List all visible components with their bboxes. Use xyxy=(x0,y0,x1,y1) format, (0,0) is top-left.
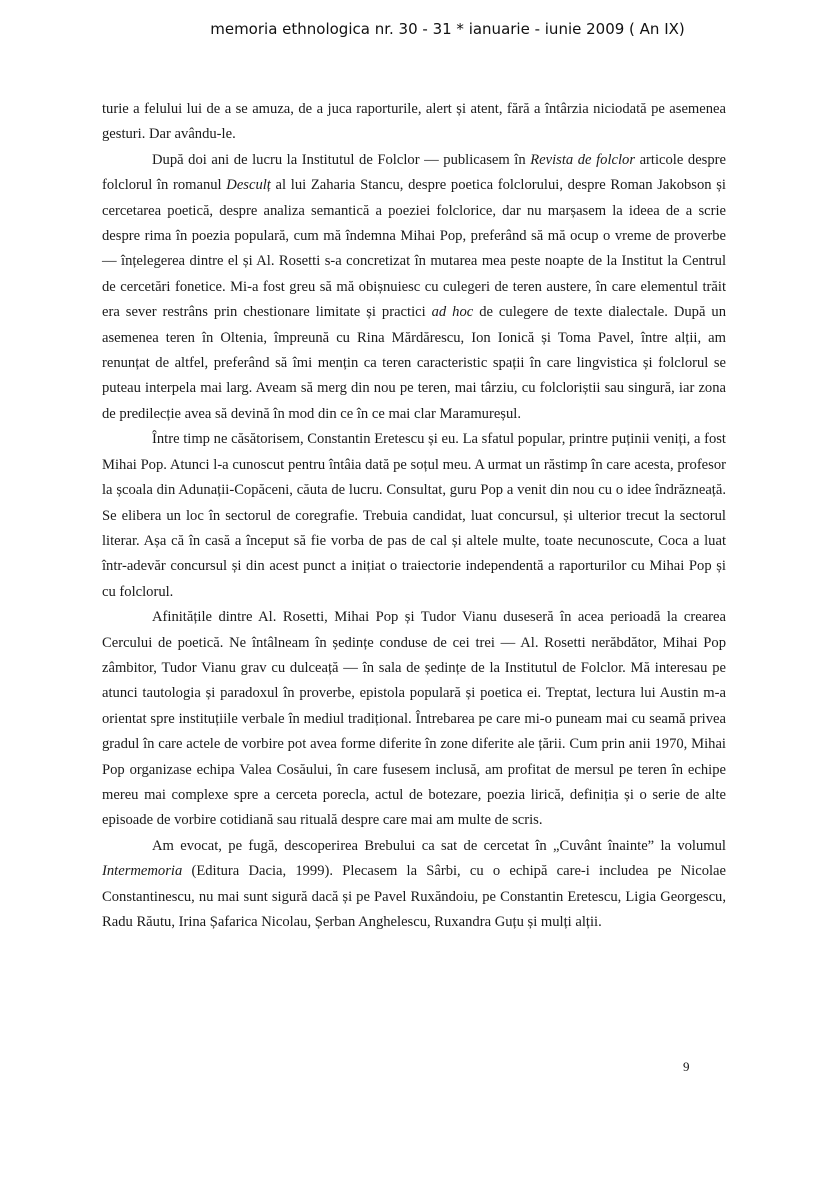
paragraph-2-text-e: al lui Zaharia Stancu, despre poetica folclorului, despre Roman Jakobson și cercetarea poetică, despre analiza semantică a poeziei folclorice, dar nu marșasem la ideea de a scrie despre rima în poezia populară, cum mă îndemna Mihai Pop, preferând să mă ocup o vreme de proverbe — înțelegerea dintre el și Al. Rosetti s-a concretizat în mutarea mea peste noapte de la Institut la Centrul de cercetări fonetice. Mi-a fost greu să mă obișnuiesc cu culegeri de teren austere, în care elementul trăit era sever restrâns prin chestionare limitate și practici xyxy=(102,177,726,321)
paragraph-2-text-c: articole despre folclorul în romanul xyxy=(102,151,726,194)
paragraph-1-text: turie a felului lui de a se amuza, de a juca raporturile, alert și atent, fără a întârzia niciodată pe asemenea gesturi. Dar avându-le. xyxy=(102,101,726,143)
paragraph-3-text: Între timp ne căsătorisem, Constantin Eretescu și eu. La sfatul popular, printre puținii veniți, a fost Mihai Pop. Atunci l-a cunoscut pentru întâia dată pe soțul meu. A urmat un răstimp în care acesta, profesor la școala din Adunații-Copăceni, căuta de lucru. Consultat, guru Pop a venit din nou cu o idee îndrăzneață. Se elibera un loc în sectorul de coregrafie. Trebuia candidat, luat concursul, și ulterior trecut la sectorul literar. Așa că în casă a început să fie vorba de pas de cal și altele multe, toate necunoscute, Coca a luat într-adevăr concursul și din acest punct a inițiat o traiectorie independentă a raporturilor cu Mihai Pop și cu folclorul. xyxy=(102,431,726,600)
journal-title-italic: Revista de folclor xyxy=(530,151,636,168)
latin-phrase-italic: ad hoc xyxy=(431,304,474,321)
novel-title-italic: Desculț xyxy=(226,177,271,194)
paragraph-2 xyxy=(102,148,726,427)
paragraph-3 xyxy=(102,427,726,605)
running-header: memoria ethnologica nr. 30 - 31 * ianuarie - iunie 2009 ( An IX) xyxy=(210,20,685,38)
paragraph-2-text-a: După doi ani de lucru la Institutul de Folclor — publicasem în xyxy=(152,151,531,168)
paragraph-5-text-c: (Editura Dacia, 1999). Plecasem la Sârbi, cu o echipă care-i includea pe Nicolae Constantinescu, nu mai sunt sigură dacă și pe Pavel Ruxăndoiu, pe Constantin Eretescu, Ligia Georgescu, Radu Răutu, Irina Șafarica Nicolau, Șerban Anghelescu, Ruxandra Guțu și mulți alții. xyxy=(102,863,726,930)
paragraph-2-text-g: de culegere de texte dialectale. După un asemenea teren în Oltenia, împreună cu Rina Mărdărescu, Ion Ionică și Toma Pavel, între alții, am renunțat de altfel, preferând să îmi mențin ca teren caracteristic spații în care lingvistica și folclorul se puteau interpela mai larg. Aveam să merg din nou pe teren, mai târziu, cu folcloriștii sau singură, iar zona de predilecție avea să devină în mod din ce în ce mai clar Maramureșul. xyxy=(102,304,726,422)
paragraph-5-text-a: Am evocat, pe fugă, descoperirea Brebului ca sat de cercetat în „Cuvânt înainte” la volumul xyxy=(152,837,726,854)
article-body xyxy=(102,97,726,935)
page-number: 9 xyxy=(683,1059,690,1074)
paragraph-4-text: Afinitățile dintre Al. Rosetti, Mihai Pop și Tudor Vianu duseseră în acea perioadă la crearea Cercului de poetică. Ne întâlneam în ședințe conduse de cei trei — Al. Rosetti nerăbdător, Mihai Pop zâmbitor, Tudor Vianu grav cu dulceață — în sala de ședințe de la Institutul de Folclor. Mă interesau pe atunci tautologia și paradoxul în proverbe, epistola populară și poetica ei. Treptat, lectura lui Austin m-a orientat spre instituțiile verbale în mediul tradițional. Întrebarea pe care mi-o puneam mai cu seamă privea gradul în care actele de vorbire pot avea forme diferite în zone diferite ale țării. Cum prin anii 1970, Mihai Pop organizase echipa Valea Cosăului, în care fusesem inclusă, am profitat de mersul pe teren în echipe mereu mai complexe spre a cerceta porecla, actul de botezare, poezia lirică, definiția și o serie de alte episoade de vorbire cotidiană sau rituală despre care mai am multe de scris. xyxy=(102,609,726,829)
paragraph-4 xyxy=(102,605,726,834)
paragraph-1 xyxy=(102,97,726,148)
paragraph-5 xyxy=(102,834,726,936)
volume-title-italic: Intermemoria xyxy=(102,863,183,880)
